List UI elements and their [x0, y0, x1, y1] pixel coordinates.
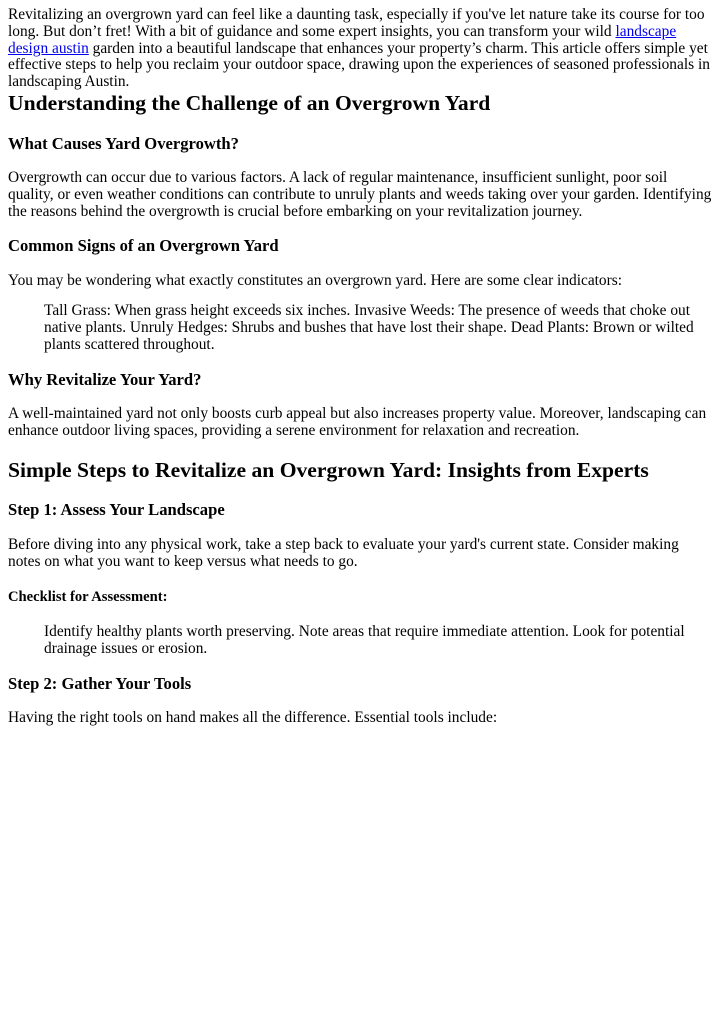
causes-paragraph: Overgrowth can occur due to various factors. A lack of regular maintenance, insufficient sunlight, poor soil quality, or even weather conditions can contribute to unruly plants and weeds taking over your garden. Identifying the reasons behind the overgrowth is crucial before embarking on your revitalization journey.	[8, 169, 712, 220]
heading-step-2-tools: Step 2: Gather Your Tools	[8, 674, 192, 693]
heading-simple-steps: Simple Steps to Revitalize an Overgrown Yard: Insights from Experts	[8, 458, 649, 482]
heading-what-causes-overgrowth: What Causes Yard Overgrowth?	[8, 134, 239, 153]
intro-text-after-link: garden into a beautiful landscape that enhances your property’s charm. This article offers simple yet effective steps to help you reclaim your outdoor space, drawing upon the experiences of seasoned professionals in landscaping Austin.	[8, 39, 710, 91]
heading-understanding-challenge: Understanding the Challenge of an Overgrown Yard	[8, 91, 491, 115]
intro-text-before-link: Revitalizing an overgrown yard can feel like a daunting task, especially if you've let nature take its course for too long. But don’t fret! With a bit of guidance and some expert insights, you can transform your wild	[8, 6, 705, 40]
heading-step-1-assess: Step 1: Assess Your Landscape	[8, 500, 225, 519]
landscape-design-austin-link[interactable]: landscape design austin	[8, 22, 677, 57]
signs-intro-paragraph: You may be wondering what exactly constitutes an overgrown yard. Here are some clear indicators:	[8, 272, 623, 289]
intro-paragraph	[8, 7, 714, 91]
step2-paragraph: Having the right tools on hand makes all the difference. Essential tools include:	[8, 709, 498, 726]
why-paragraph: A well-maintained yard not only boosts curb appeal but also increases property value. Moreover, landscaping can enhance outdoor living spaces, providing a serene environment for relaxation and recreation.	[8, 405, 707, 439]
heading-common-signs: Common Signs of an Overgrown Yard	[8, 236, 279, 255]
step1-paragraph: Before diving into any physical work, take a step back to evaluate your yard's current state. Consider making notes on what you want to keep versus what needs to go.	[8, 536, 679, 570]
signs-list-blockquote: Tall Grass: When grass height exceeds six inches. Invasive Weeds: The presence of weeds that choke out native plants. Unruly Hedges: Shrubs and bushes that have lost their shape. Dead Plants: Brown or wilted plants scattered throughout.	[44, 302, 694, 353]
checklist-blockquote: Identify healthy plants worth preserving. Note areas that require immediate attention. Look for potential drainage issues or erosion.	[44, 623, 685, 657]
heading-checklist-assessment: Checklist for Assessment:	[8, 589, 168, 605]
heading-why-revitalize: Why Revitalize Your Yard?	[8, 370, 202, 389]
